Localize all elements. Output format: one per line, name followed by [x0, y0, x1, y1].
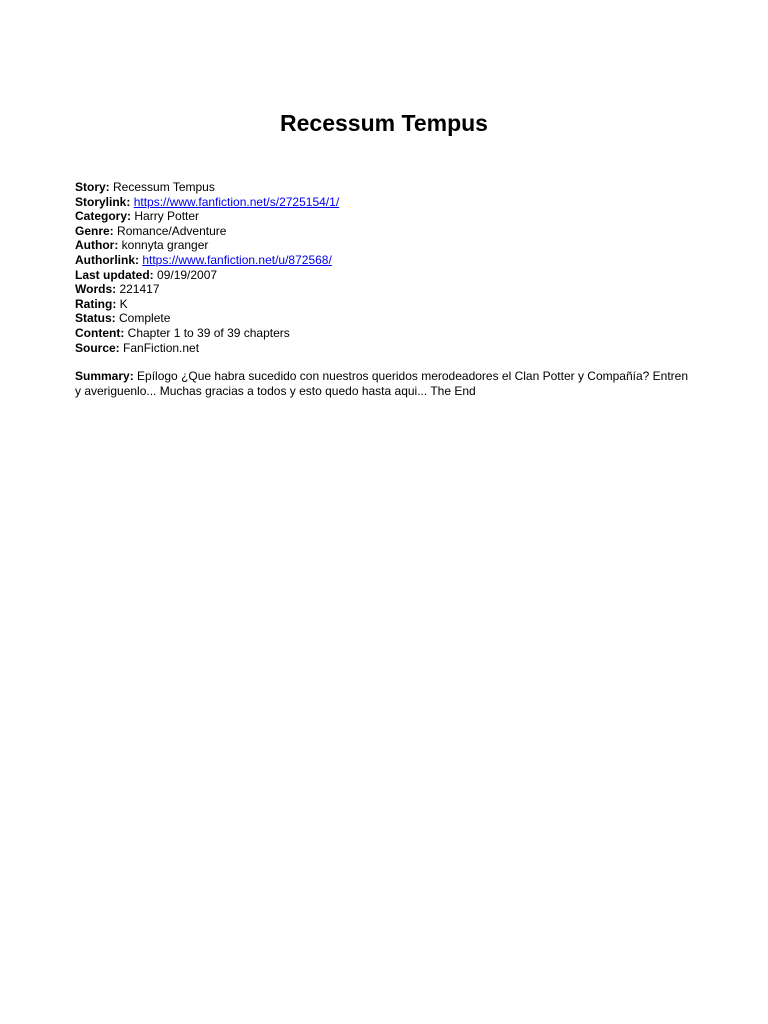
field-value: FanFiction.net [123, 340, 200, 355]
field-label: Authorlink: [75, 252, 139, 267]
field-rating [75, 297, 695, 312]
field-label: Content: [75, 325, 125, 340]
story-metadata [75, 180, 695, 355]
field-last-updated [75, 268, 695, 283]
field-authorlink [75, 253, 695, 268]
field-source [75, 341, 695, 356]
field-label: Storylink: [75, 194, 131, 209]
document-title: Recessum Tempus [280, 110, 488, 136]
field-label: Genre: [75, 223, 114, 238]
field-value: Complete [119, 311, 171, 326]
field-value: 221417 [119, 282, 160, 297]
field-value: Harry Potter [134, 209, 200, 224]
field-label: Words: [75, 282, 117, 297]
field-value: 09/19/2007 [157, 267, 218, 282]
field-words [75, 282, 695, 297]
field-content [75, 326, 695, 341]
field-label: Author: [75, 238, 119, 253]
field-story [75, 180, 695, 195]
field-label: Rating: [75, 296, 117, 311]
field-status [75, 311, 695, 326]
field-label: Status: [75, 311, 116, 326]
field-value: Chapter 1 to 39 of 39 chapters [127, 325, 290, 340]
field-value: Romance/Adventure [117, 223, 227, 238]
field-label: Last updated: [75, 267, 154, 282]
field-label: Source: [75, 340, 120, 355]
story-summary [75, 369, 695, 399]
field-storylink [75, 195, 695, 210]
field-genre [75, 224, 695, 239]
field-value: Recessum Tempus [113, 180, 215, 194]
summary-label: Summary: [75, 369, 134, 383]
storylink-link[interactable]: https://www.fanfiction.net/s/2725154/1/ [133, 194, 340, 209]
field-value: konnyta granger [121, 238, 209, 253]
field-category [75, 209, 695, 224]
field-label: Category: [75, 209, 132, 224]
field-author [75, 238, 695, 253]
authorlink-link[interactable]: https://www.fanfiction.net/u/872568/ [142, 252, 332, 267]
field-value: K [119, 296, 128, 311]
summary-text: Epílogo ¿Que habra sucedido con nuestros queridos merodeadores el Clan Potter y Compañía? Entren y averiguenlo... Muchas gracias a todos y esto quedo hasta aqui... The End [75, 369, 689, 398]
field-label: Story: [75, 180, 110, 194]
